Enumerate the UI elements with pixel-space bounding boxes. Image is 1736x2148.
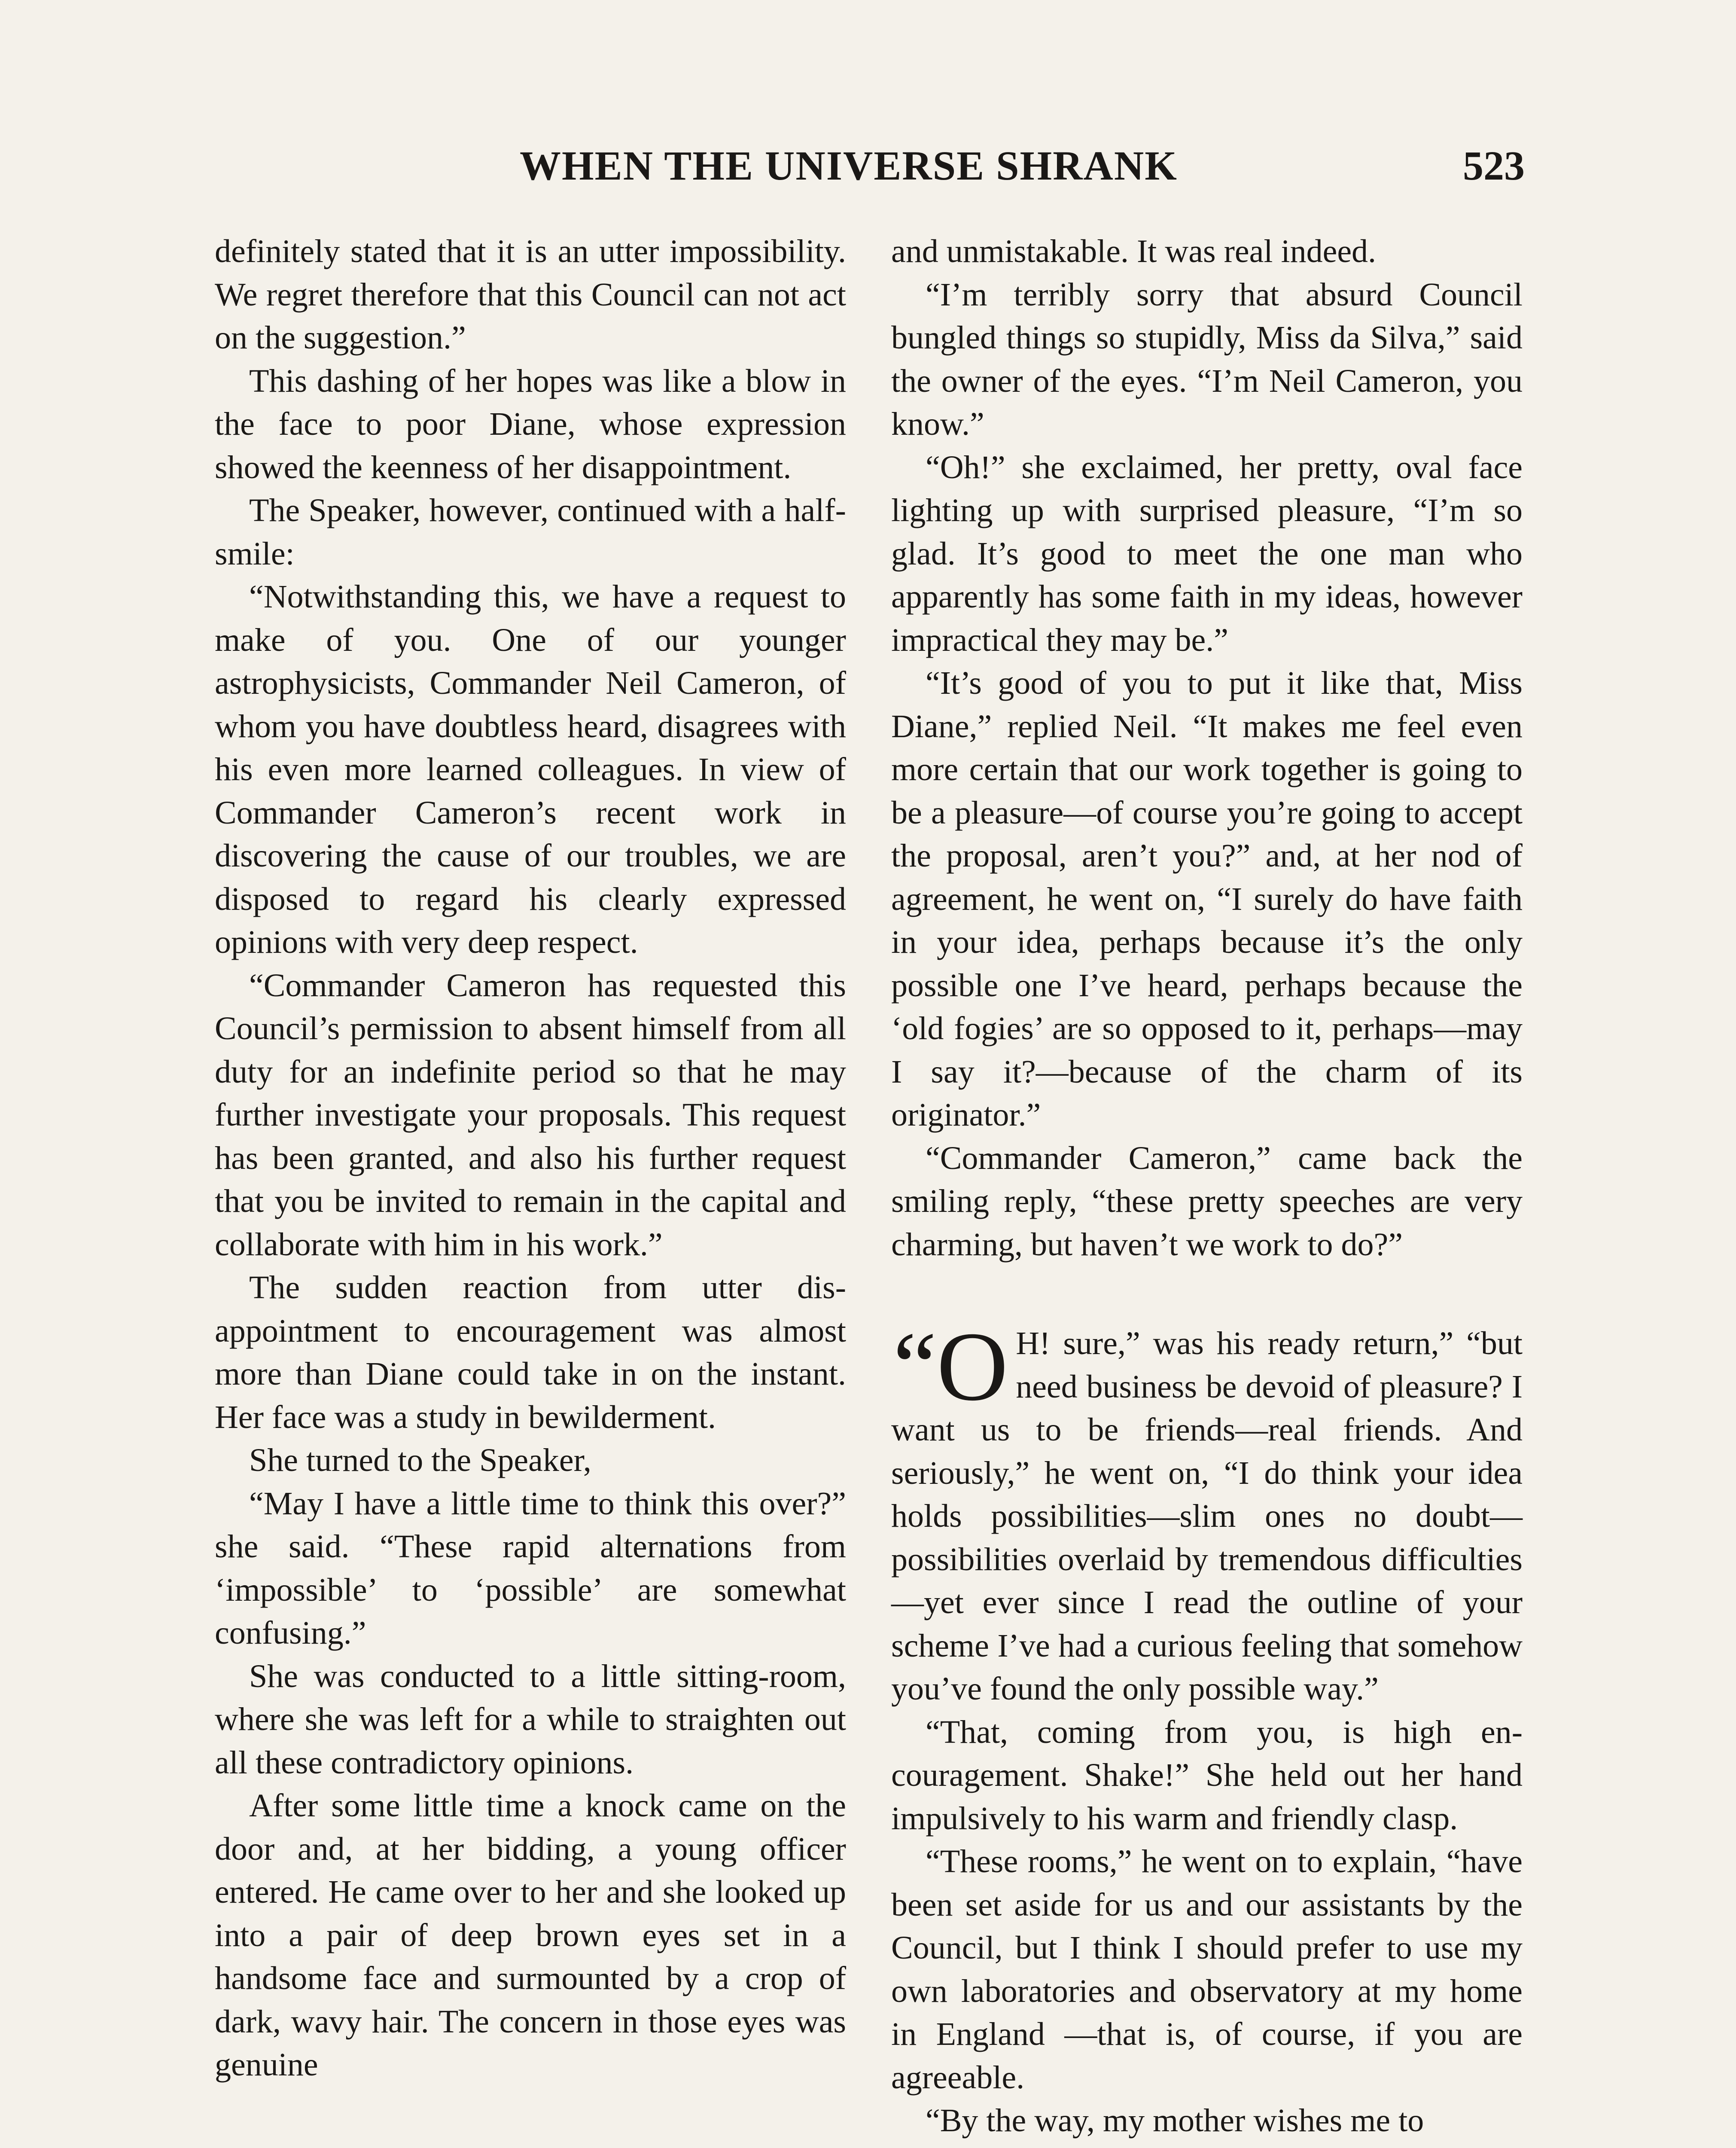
paragraph: “Notwithstanding this, we have a request to make of you. One of our younger astrophysicists, Commander Neil Cameron, of whom you have doubtless heard, disagrees with his even more learned colleagues. In view of Commander Cameron’s recent work in discovering the cause of our troubles, we are disposed to regard his clearly expressed opinions with very deep respect. [215, 579, 846, 960]
paragraph: “Oh!” she exclaimed, her pretty, oval face lighting up with surprised pleasure, “I’m so glad. It’s good to meet the one man who apparently has some faith in my ideas, however impractical they may be.” [891, 449, 1523, 658]
page-header [215, 142, 1525, 202]
paragraph: “Commander Cameron,” came back the smiling reply, “these pretty speeches are very charming, but haven’t we work to do?” [891, 1140, 1523, 1263]
paragraph: The Speaker, however, continued with a half-smile: [215, 492, 846, 572]
drop-cap-quote: “ [893, 1312, 937, 1421]
left-column [215, 230, 846, 2148]
right-column [891, 230, 1523, 2148]
paragraph: “Commander Cameron has requested this Council’s permission to absent himself from all duty for an indefinite period so that he may further investigate your proposals. This request has been granted, and also his further request that you be invited to remain in the capital and collaborate with him in his work.” [215, 967, 846, 1263]
paragraph: The sudden reaction from utter disappointment to encouragement was almost more than Diane could take in on the instant. Her face was a study in bewilderment. [215, 1269, 846, 1435]
drop-cap-paragraph [891, 1312, 1523, 1711]
paragraph: “By the way, my mother wishes me to [926, 2102, 1424, 2139]
paragraph: This dashing of her hopes was like a blow in the face to poor Diane, whose expression showed the keenness of her disappointment. [215, 363, 846, 485]
paragraph: “I’m terribly sorry that absurd Council bungled things so stupidly, Miss da Silva,” said the owner of the eyes. “I’m Neil Cameron, you know.” [891, 276, 1523, 442]
paragraph: “That, coming from you, is high encouragement. Shake!” She held out her hand impulsively to his warm and friendly clasp. [891, 1714, 1523, 1837]
paragraph: “May I have a little time to think this over?” she said. “These rapid alternations from ‘impossible’ to ‘possible’ are somewhat confusing.” [215, 1485, 846, 1651]
running-title: WHEN THE UNIVERSE SHRANK [520, 143, 1178, 189]
paragraph: She was conducted to a little sitting-room, where she was left for a while to straighten out all these contradictory opinions. [215, 1658, 846, 1781]
page-number: 523 [1463, 143, 1525, 189]
paragraph: “It’s good of you to put it like that, Miss Diane,” replied Neil. “It makes me feel even more certain that our work together is going to be a pleasure—of course you’re going to accept the proposal, aren’t you?” and, at her nod of agreement, he went on, “I surely do have faith in your idea, perhaps because it’s the only possible one I’ve heard, perhaps because the ‘old fogies’ are so opposed to it, perhaps—may I say it?—because of the charm of its originator.” [891, 665, 1523, 1133]
paragraph: and unmistakable. It was real indeed. [891, 233, 1377, 269]
drop-cap-letter [893, 1312, 1008, 1421]
paragraph: “These rooms,” he went on to explain, “have been set aside for us and our assistants by the Council, but I think I should prefer to use my own laboratories and observatory at my home in England —that is, of course, if you are agreeable. [891, 1843, 1523, 2096]
paragraph: After some little time a knock came on the door and, at her bidding, a young officer entered. He came over to her and she looked up into a pair of deep brown eyes set in a handsome face and surmounted by a crop of dark, wavy hair. The concern in those eyes was genuine [215, 1788, 846, 2083]
paragraph: She turned to the Speaker, [249, 1442, 591, 1478]
drop-cap-text: H! sure,” was his ready return,” “but need business be devoid of pleasure? I want us to be friends—real friends. And seriously,” he went on, “I do think your idea holds possibilities—slim ones no doubt—possibilities overlaid by tremendous difficulties—yet ever since I read the outline of your scheme I’ve had a curious feeling that somehow you’ve found the only possible way.” [891, 1325, 1523, 1707]
drop-cap-initial: O [937, 1312, 1008, 1421]
paragraph: definitely stated that it is an utter impossibility. We regret therefore that this Council can not act on the suggestion.” [215, 233, 846, 356]
